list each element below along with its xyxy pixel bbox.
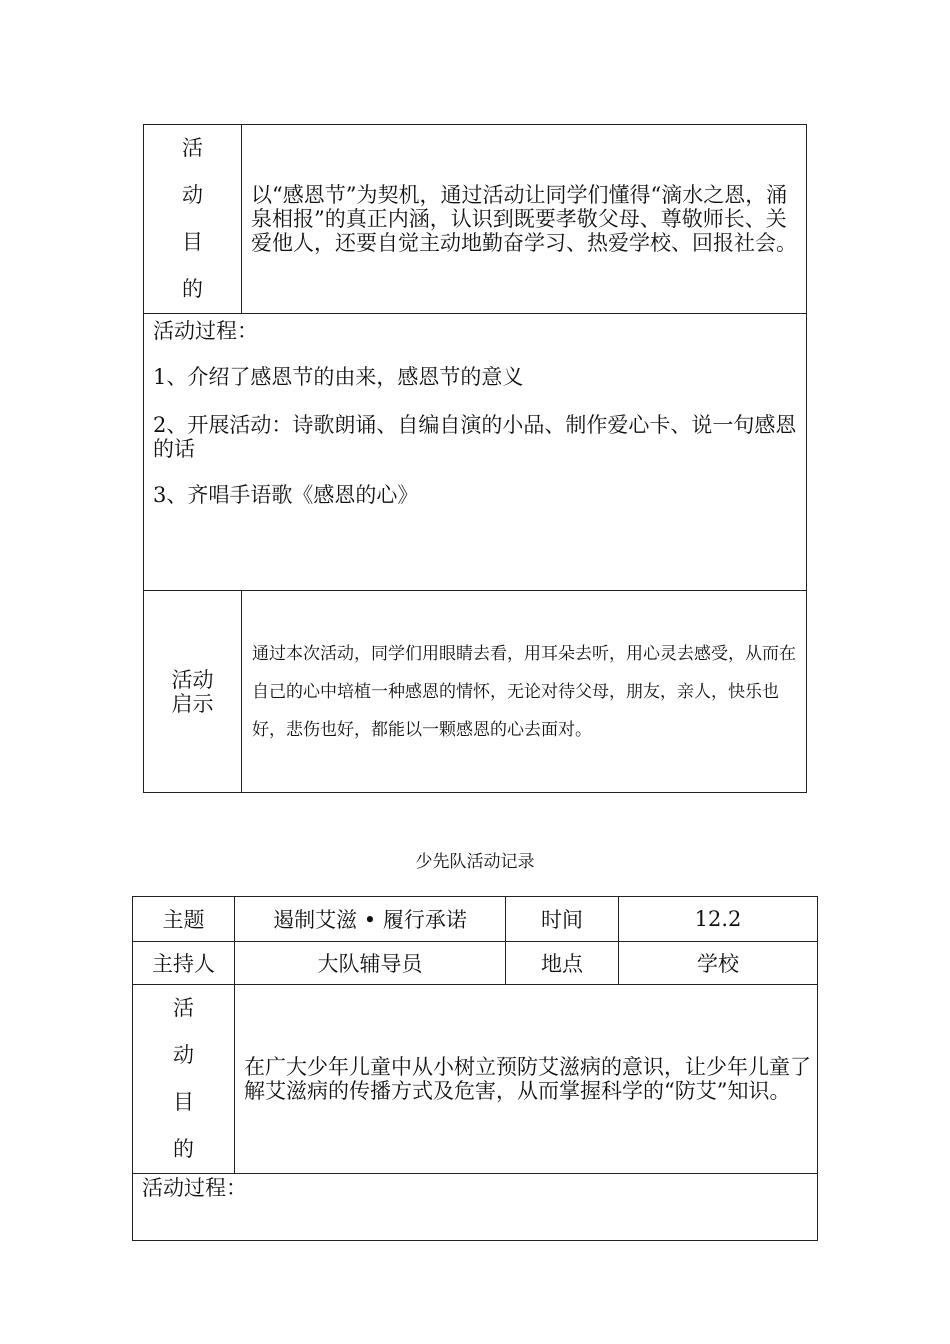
purpose-label-char: 动	[182, 183, 203, 207]
purpose-label-char: 目	[182, 230, 203, 254]
process-label: 活动过程：	[142, 1176, 247, 1200]
purpose-label-char: 的	[173, 1137, 194, 1161]
process-item: 2、开展活动：诗歌朗诵、自编自演的小品、制作爱心卡、说一句感恩的话	[153, 413, 797, 461]
insight-text: 通过本次活动，同学们用眼睛去看，用耳朵去听，用心灵去感受，从而在自己的心中培植一种感恩的情怀，无论对待父母，朋友，亲人，快乐也好，悲伤也好，都能以一颗感恩的心去面对。	[242, 591, 807, 793]
purpose-label-char: 目	[173, 1090, 194, 1114]
topic-label: 主题	[133, 897, 235, 942]
time-value: 12.2	[619, 897, 818, 942]
insight-label-line: 启示	[171, 691, 214, 716]
insight-label	[144, 591, 242, 793]
process-cell	[144, 314, 807, 591]
purpose-label-char: 活	[173, 996, 194, 1020]
process-cell	[133, 1174, 818, 1241]
topic-value: 遏制艾滋 • 履行承诺	[235, 897, 506, 942]
time-label: 时间	[506, 897, 619, 942]
place-value: 学校	[619, 942, 818, 985]
purpose-text: 以“感恩节”为契机，通过活动让同学们懂得“滴水之恩，涌泉相报”的真正内涵，认识到既要孝敬父母、尊敬师长、关爱他人，还要自觉主动地勤奋学习、热爱学校、回报社会。	[242, 125, 807, 314]
activity-record-table-1	[143, 124, 807, 793]
place-label: 地点	[506, 942, 619, 985]
process-item: 3、齐唱手语歌《感恩的心》	[153, 483, 419, 507]
process-item: 1、介绍了感恩节的由来，感恩节的意义	[153, 365, 524, 389]
purpose-text: 在广大少年儿童中从小树立预防艾滋病的意识，让少年儿童了解艾滋病的传播方式及危害，从而掌握科学的“防艾”知识。	[235, 985, 818, 1174]
purpose-label-char: 动	[173, 1043, 194, 1067]
purpose-label	[144, 125, 242, 314]
purpose-label	[133, 985, 235, 1174]
activity-record-table-2	[132, 896, 818, 1241]
purpose-label-char: 的	[182, 277, 203, 301]
insight-label-line: 活动	[171, 667, 214, 692]
process-label: 活动过程：	[153, 319, 258, 343]
host-value: 大队辅导员	[235, 942, 506, 985]
purpose-label-char: 活	[182, 136, 203, 160]
host-label: 主持人	[133, 942, 235, 985]
record-title: 少先队活动记录	[415, 852, 535, 872]
